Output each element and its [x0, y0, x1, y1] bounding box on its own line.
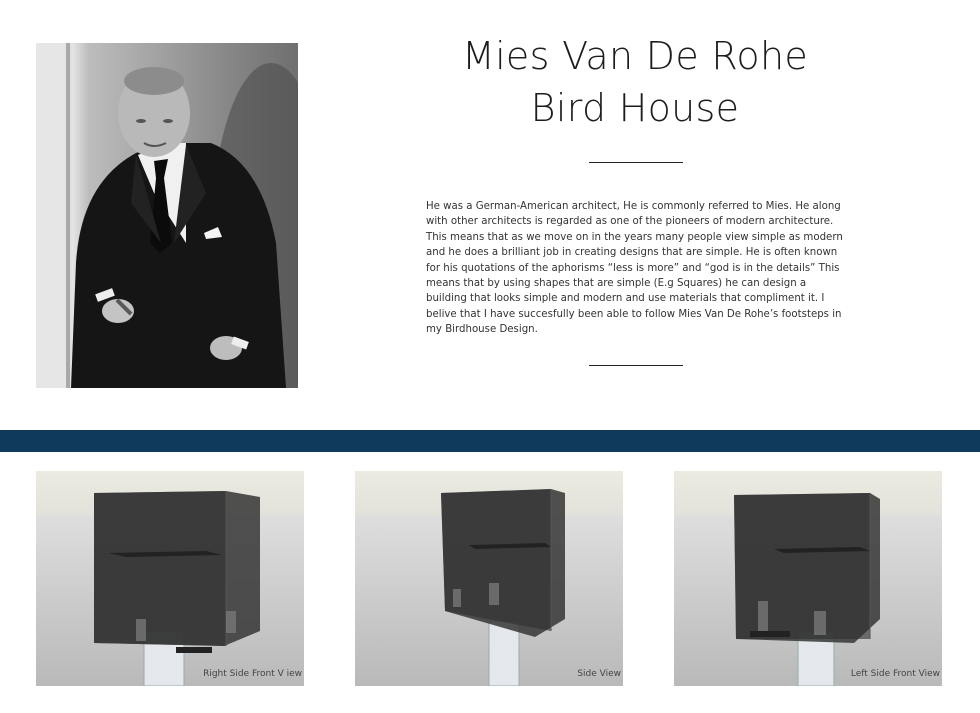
page-title [420, 30, 850, 134]
render-caption: Left Side Front View [850, 669, 940, 679]
render-caption: Side View [577, 669, 621, 679]
title-divider [589, 162, 683, 163]
portrait-photo [36, 43, 298, 388]
render-side-view [355, 471, 623, 686]
render-left-side-front-view [674, 471, 942, 686]
blue-band-divider [0, 430, 980, 452]
title-line-2: Bird House [530, 86, 740, 130]
bio-divider [589, 365, 683, 366]
render-right-side-front-view [36, 471, 304, 686]
render-caption: Right Side Front V iew [203, 669, 302, 679]
title-line-1: Mies Van De Rohe [461, 34, 809, 78]
bio-paragraph: He was a German-American architect, He is commonly referred to Mies. He along with other architects is regarded as one of the pioneers of modern architecture. This means that as we move on in the years many people view simple as modern and he does a brilliant job in creating designs that are simple. He is often known for his quotations of the aphorisms “less is more” and “god is in the details” This means that by using shapes that are simple (E.g Squares) he can design a building that looks simple and modern and use materials that compliment it. I belive that I have succesfully been able to follow Mies Van De Rohe’s footsteps in my Birdhouse Design. [426, 201, 843, 336]
